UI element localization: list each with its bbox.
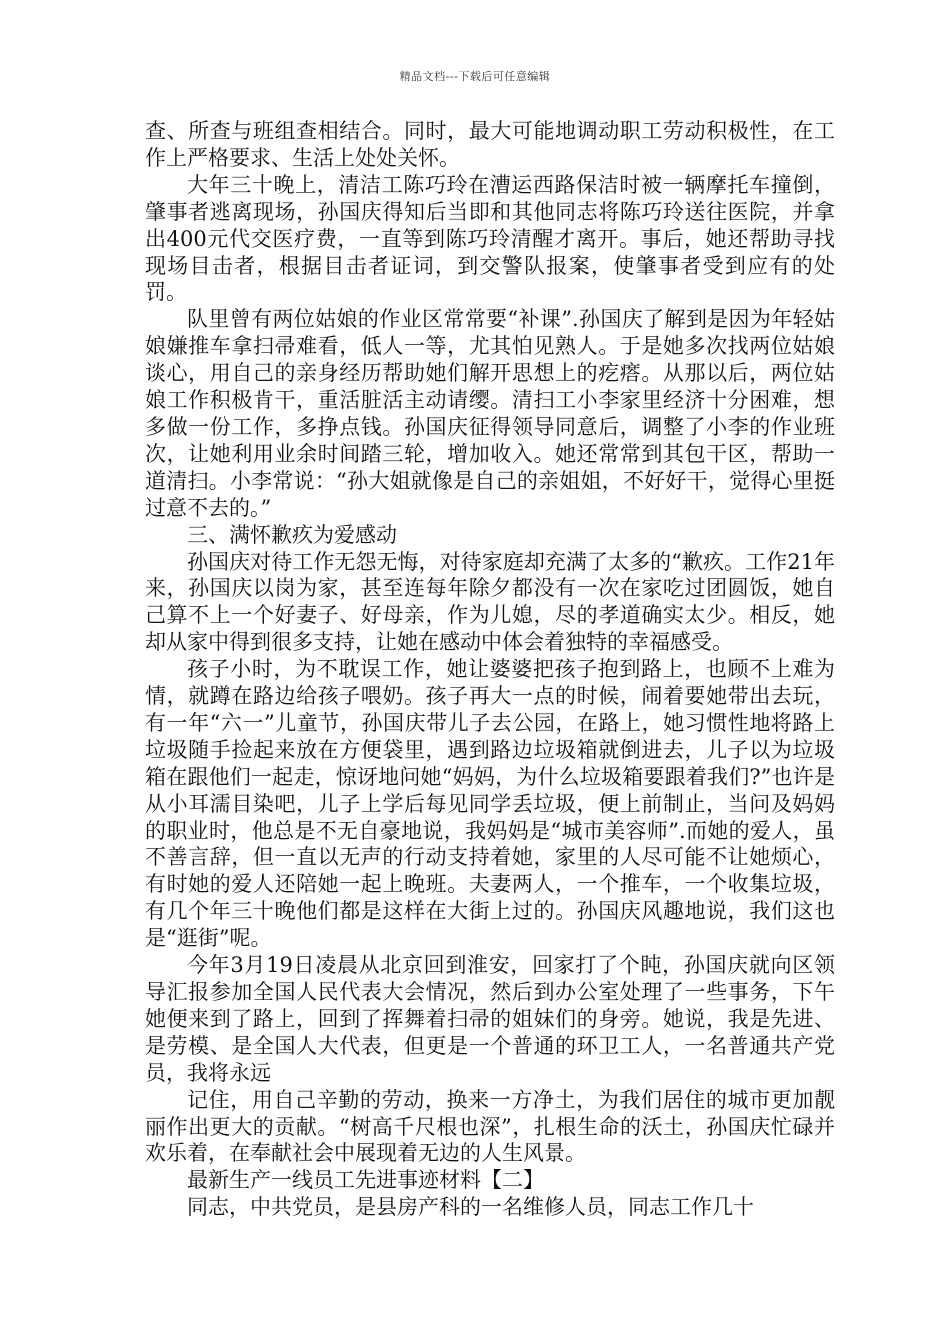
paragraph: 同志，中共党员，是县房产科的一名维修人员，同志工作几十 [187, 1195, 754, 1220]
paragraph: 孩子小时，为不耽误工作，她让婆婆把孩子抱到路上，也顾不上难为情，就蹲在路边给孩子喂奶。孩子再大一点的时候，闹着要她带出去玩，有一年“六一”儿童节，孙国庆带儿子去公园，在路上，她习惯性地将路上垃圾随手捡起来放在方便袋里，遇到路边垃圾箱就倒进去，儿子以为垃圾箱在跟他们一起走，惊讶地问她“妈妈，为什么垃圾箱要跟着我们?”也许是从小耳濡目染吧，儿子上学后每见同学丢垃圾，便上前制止，当问及妈妈的职业时，他总是不无自豪地说，我妈妈是“城市美容师”.而她的爱人，虽不善言辞，但一直以无声的行动支持着她，家里的人尽可能不让她烦心，有时她的爱人还陪她一起上晚班。夫妻两人，一个推车，一个收集垃圾，有几个年三十晚他们都是这样在大街上过的。孙国庆风趣地说，我们这也是“逛街”呢。 [145, 657, 835, 951]
paragraph: 记住，用自己辛勤的劳动，换来一方净土，为我们居住的城市更加靓丽作出更大的贡献。“树高千尺根也深”，扎根生命的沃土，孙国庆忙碌并欢乐着，在奉献社会中展现着无边的人生风景。 [145, 1087, 835, 1166]
section-heading: 三、满怀歉疚为爱感动 [187, 522, 397, 547]
paragraph: 孙国庆对待工作无怨无悔，对待家庭却充满了太多的“歉疚。工作21年来，孙国庆以岗为家，甚至连每年除夕都没有一次在家吃过团圆饭，她自己算不上一个好妻子、好母亲，作为儿媳，尽的孝道确实太少。相反，她却从家中得到很多支持，让她在感动中体会着独特的幸福感受。 [145, 549, 835, 655]
paragraph: 今年3月19日凌晨从北京回到淮安，回家打了个盹，孙国庆就向区领导汇报参加全国人民代表大会情况，然后到办公室处理了一些事务，下午她便来到了路上，回到了挥舞着扫帚的姐妹们的身旁。她说，我是先进、是劳模、是全国人大代表，但更是一个普通的环卫工人，一名普通共产党员，我将永远 [145, 953, 835, 1085]
paragraph: 队里曾有两位姑娘的作业区常常要“补课”.孙国庆了解到是因为年轻姑娘嫌推车拿扫帚难看，低人一等，尤其怕见熟人。于是她多次找两位姑娘谈心，用自己的亲身经历帮助她们解开思想上的疙瘩。从那以后，两位姑娘工作积极肯干，重活脏活主动请缨。清扫工小李家里经济十分困难，想多做一份工作，多挣点钱。孙国庆征得领导同意后，调整了小李的作业班次，让她利用业余时间踏三轮，增加收入。她还常常到其包干区，帮助一道清扫。小李常说：“孙大姐就像是自己的亲姐姐，不好好干，觉得心里挺过意不去的。” [145, 307, 835, 520]
paragraph: 查、所查与班组查相结合。同时，最大可能地调动职工劳动积极性，在工作上严格要求、生活上处处关怀。 [145, 119, 835, 170]
header-note: 精品文档---下载后可任意编辑 [399, 70, 551, 83]
section-heading: 最新生产一线员工先进事迹材料【二】 [187, 1168, 544, 1193]
document-body [145, 118, 835, 1221]
paragraph: 大年三十晚上，清洁工陈巧玲在漕运西路保洁时被一辆摩托车撞倒，肇事者逃离现场，孙国庆得知后当即和其他同志将陈巧玲送往医院，并拿出400元代交医疗费，一直等到陈巧玲清醒才离开。事后，她还帮助寻找现场目击者，根据目击者证词，到交警队报案，使肇事者受到应有的处罚。 [145, 172, 835, 305]
